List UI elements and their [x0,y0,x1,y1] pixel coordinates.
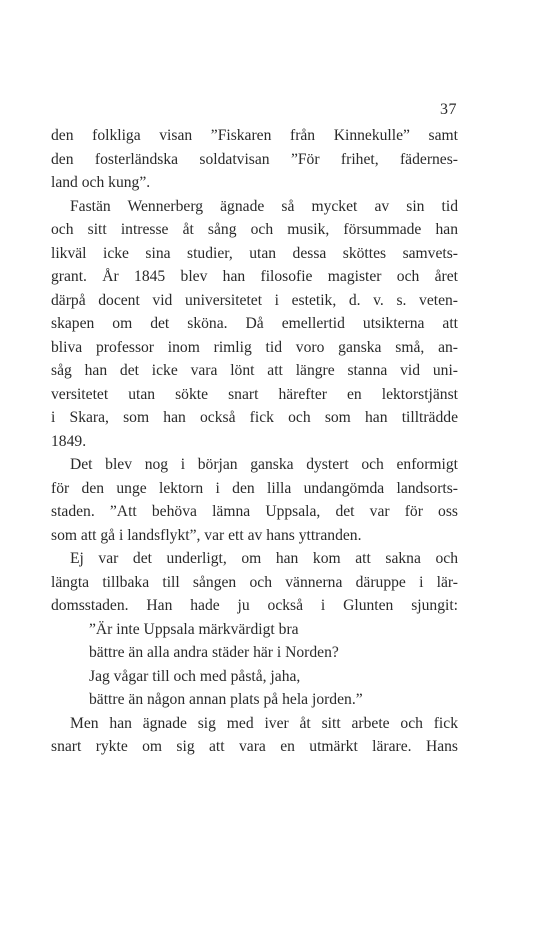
text-line: Men han ägnade sig med iver åt sitt arbete och fick [70,714,458,732]
text-line: Fastän Wennerberg ägnade så mycket av sin tid [70,197,458,215]
verse-line: ”Är inte Uppsala märkvärdigt bra [89,620,299,638]
prose-block [51,124,458,618]
text-line: domsstaden. Han hade ju också i Glunten sjungit: [51,597,458,614]
text-line: snart rykte om sig att vara en utmärkt lärare. Hans [51,738,458,755]
text-line: den folkliga visan ”Fiskaren från Kinnekulle” samt [51,127,458,144]
text-line: Det blev nog i början ganska dystert och enformigt [70,456,458,473]
text-line: i Skara, som han också fick och som han tillträdde [51,409,458,426]
verse-line: Jag vågar till och med påstå, jaha, [89,667,301,685]
text-line: den fosterländska soldatvisan ”För frihet, fädernes- [51,150,458,168]
text-line: land och kung”. [51,174,151,191]
text-line: såg han det icke vara lönt att längre stanna vid uni- [51,362,458,379]
text-line: skapen om det sköna. Då emellertid utsikterna att [51,315,458,332]
text-line: versitetet utan sökte snart härefter en lektorstjänst [51,385,458,403]
text-line: därpå docent vid universitetet i estetik, d. v. s. veten- [51,291,458,309]
text-line: som att gå i landsflykt”, var ett av hans yttranden. [51,526,362,544]
text-line: bliva professor inom rimlig tid voro ganska små, an- [51,338,458,356]
text-line: 1849. [51,432,87,450]
text-line: Ej var det underligt, om han kom att sakna och [70,550,458,567]
text-line: längta tillbaka till sången och vännerna däruppe i lär- [51,573,458,591]
verse-line: bättre än alla andra städer här i Norden? [89,644,339,661]
verse-line: bättre än någon annan plats på hela jorden.” [89,691,363,708]
text-line: grant. År 1845 blev han filosofie magister och året [51,268,458,285]
body-text [51,124,458,759]
text-line: och sitt intresse åt sång och musik, försummade han [51,221,458,238]
text-line: likväl icke sina studier, utan dessa sköttes samvets- [51,244,458,262]
page-number: 37 [440,101,457,118]
text-line: för den unge lektorn i den lilla undangömda landsorts- [51,479,458,497]
text-line: staden. ”Att behöva lämna Uppsala, det var för oss [51,503,458,520]
verse-block [51,618,458,712]
closing-prose-block [51,712,458,759]
